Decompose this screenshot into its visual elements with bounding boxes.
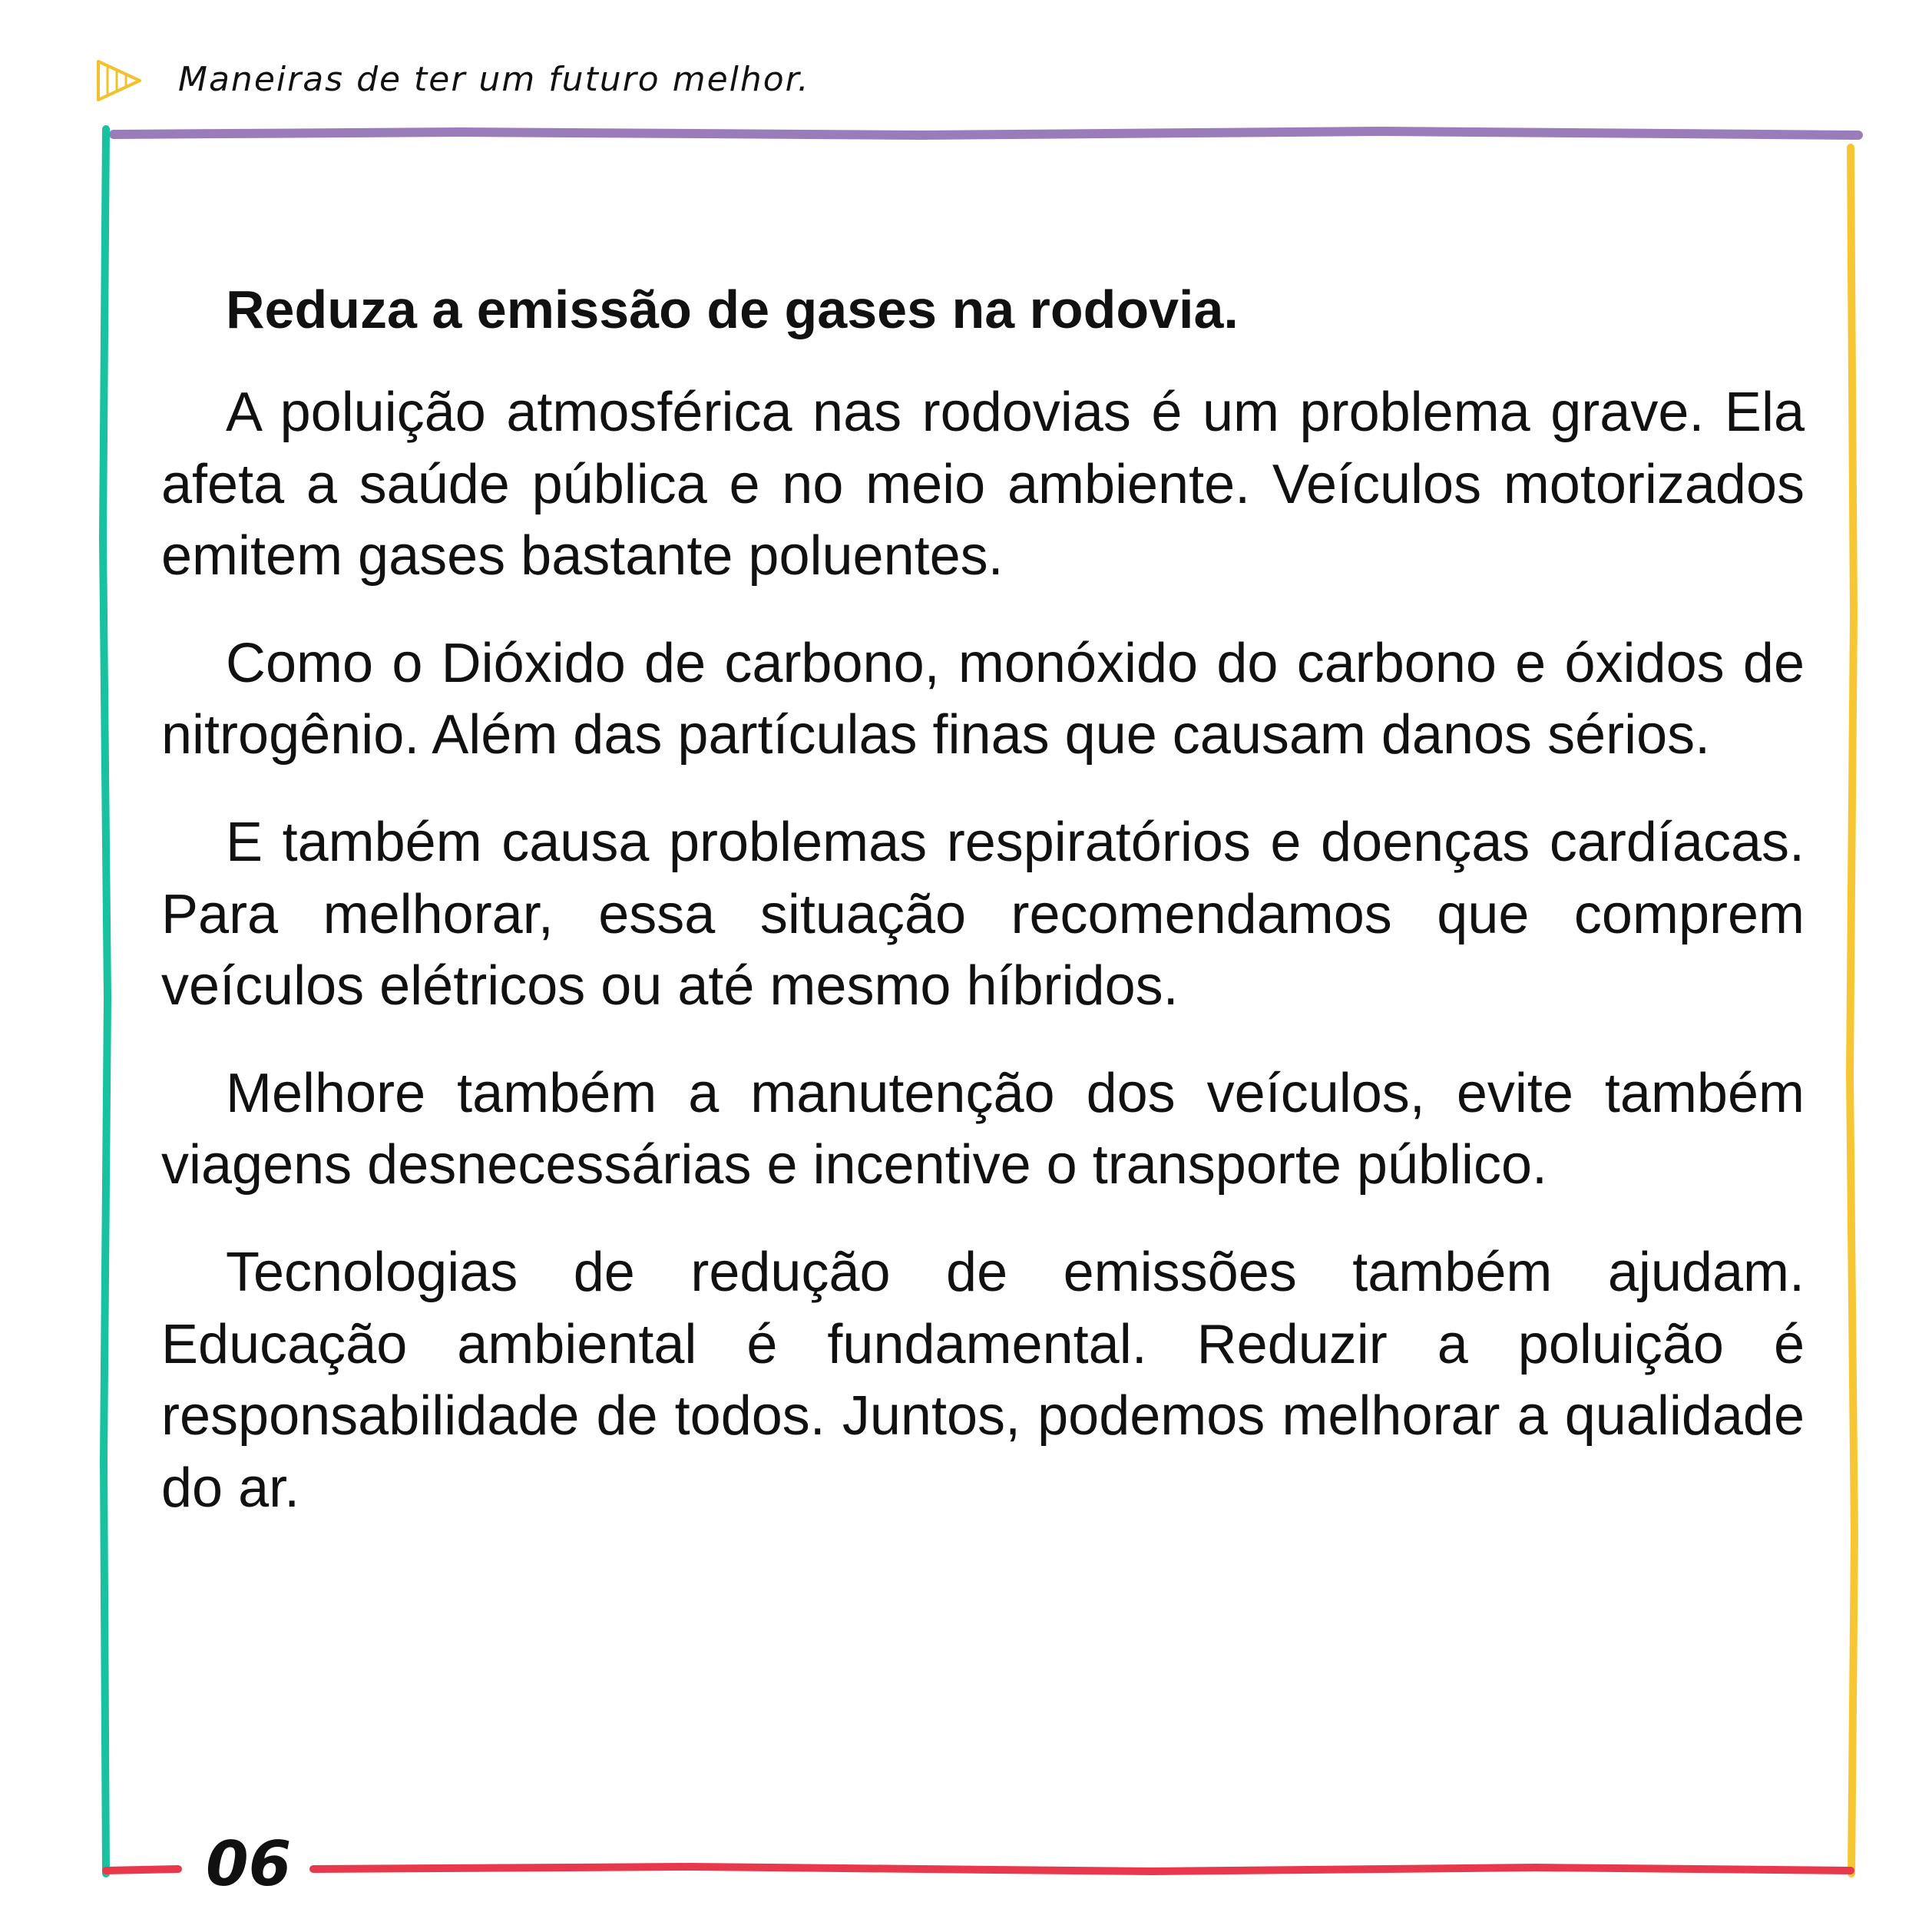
article-paragraph: E também causa problemas respiratórios e doenças cardíacas. Para melhorar, essa situação recomendamos que comprem veículos elétricos ou até mesmo híbridos.	[161, 811, 1805, 1017]
frame-bottom-border-right	[313, 1867, 1851, 1871]
article-paragraph: Como o Dióxido de carbono, monóxido do carbono e óxidos de nitrogênio. Além das partículas finas que causam danos sérios.	[161, 632, 1805, 766]
article-paragraph: Tecnologias de redução de emissões também ajudam. Educação ambiental é fundamental. Reduzir a poluição é responsabilidade de todos. Juntos, podemos melhorar a qualidade do ar.	[161, 1241, 1805, 1519]
page-number: 06	[206, 1828, 292, 1900]
frame-right-border	[1850, 147, 1854, 1874]
frame-left-border	[103, 129, 108, 1874]
article-paragraph: A poluição atmosférica nas rodovias é um problema grave. Ela afeta a saúde pública e no meio ambiente. Veículos motorizados emitem gases bastante poluentes.	[161, 382, 1805, 587]
frame-top-border	[114, 131, 1858, 135]
article-title: Reduza a emissão de gases na rodovia.	[226, 280, 1239, 339]
article-paragraph: Melhore também a manutenção dos veículos, evite também viagens desnecessárias e incentive o transporte público.	[161, 1062, 1805, 1196]
header-text: Maneiras de ter um futuro melhor.	[178, 60, 810, 99]
article-content	[161, 275, 1805, 1560]
frame-bottom-border-left	[106, 1869, 178, 1871]
